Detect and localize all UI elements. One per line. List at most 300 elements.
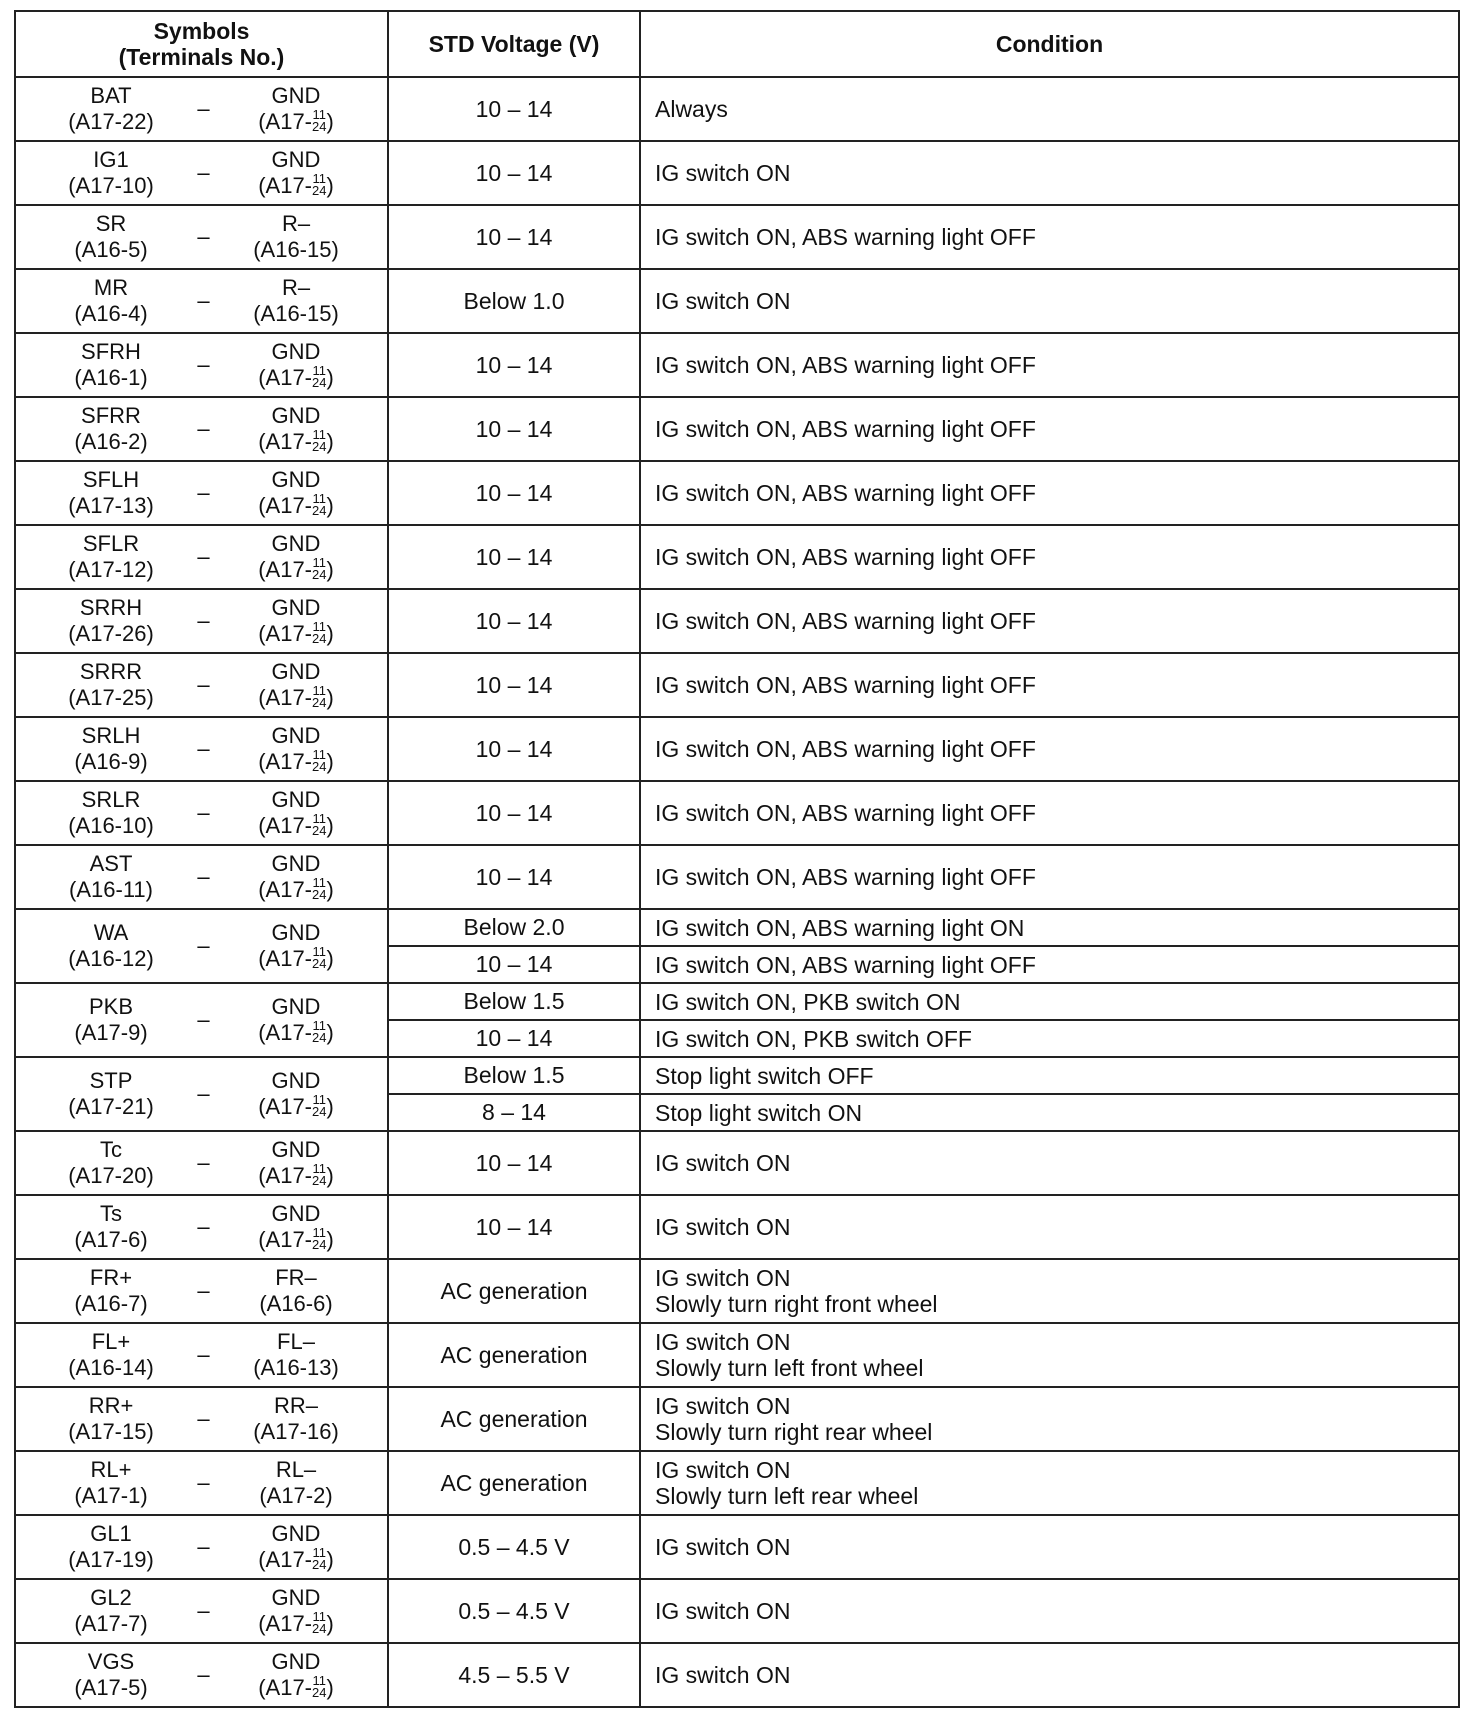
terminal-number: (A17-13) <box>68 493 154 518</box>
terminal-number: (A17- 11 24 ) <box>258 1609 334 1637</box>
condition-cell <box>640 525 1459 589</box>
fraction-top: 11 <box>312 875 326 891</box>
voltage-cell: 10 – 14 <box>388 397 640 461</box>
symbol-pair <box>16 595 387 647</box>
fraction-bottom: 24 <box>312 119 327 135</box>
terminal-dash: – <box>197 1278 210 1303</box>
terminal-to <box>231 531 361 583</box>
voltage-cell: 10 – 14 <box>388 653 640 717</box>
terminal-number: (A16-1) <box>74 365 148 390</box>
terminal-number: (A16-10) <box>68 813 154 838</box>
symbol-pair <box>16 339 387 391</box>
symbol-pair <box>16 1393 387 1445</box>
terminal-symbol: STP <box>89 1068 133 1093</box>
terminal-symbol: GND <box>271 83 321 108</box>
terminal-fraction <box>312 685 326 709</box>
table-row <box>15 1057 1459 1094</box>
terminal-from <box>46 1585 176 1637</box>
terminal-number: (A17- 11 24 ) <box>258 1225 334 1253</box>
condition-line: IG switch ON, ABS warning light OFF <box>655 736 1036 762</box>
terminal-from <box>46 275 176 327</box>
table-row <box>15 141 1459 205</box>
table-row <box>15 461 1459 525</box>
symbol-cell <box>15 845 388 909</box>
terminal-fraction <box>312 1675 326 1699</box>
terminal-symbol: Tc <box>100 1137 122 1162</box>
terminal-to <box>231 403 361 455</box>
terminal-dash: – <box>197 224 210 249</box>
terminal-fraction <box>312 493 326 517</box>
condition-line: Slowly turn left rear wheel <box>655 1483 919 1509</box>
fraction-top: 11 <box>312 811 326 827</box>
voltage-cell: 10 – 14 <box>388 1195 640 1259</box>
terminal-symbol: SFLH <box>82 467 140 492</box>
symbol-cell <box>15 1515 388 1579</box>
terminal-symbol: FR– <box>275 1265 317 1290</box>
table-row <box>15 909 1459 946</box>
condition-cell <box>640 1020 1459 1057</box>
terminal-fraction <box>312 1094 326 1118</box>
terminal-number: (A17- 11 24 ) <box>258 363 334 391</box>
terminal-number <box>253 1355 339 1381</box>
symbol-cell <box>15 983 388 1057</box>
terminal-number: (A16-14) <box>68 1355 154 1380</box>
condition-line: IG switch ON <box>655 1598 791 1624</box>
terminal-number: (A17- 11 24 ) <box>258 747 334 775</box>
terminal-from <box>46 787 176 839</box>
terminal-number: (A17-19) <box>68 1547 154 1572</box>
terminal-symbol: GND <box>271 467 321 492</box>
fraction-bottom: 24 <box>312 1557 327 1573</box>
terminal-symbol: SFRR <box>81 403 141 428</box>
terminal-number: (A17-5) <box>74 1675 148 1700</box>
terminal-from <box>46 1393 176 1445</box>
terminal-symbol: RL– <box>275 1457 317 1482</box>
terminal-number: (A17-25) <box>68 685 154 710</box>
terminal-from <box>46 467 176 519</box>
table-row <box>15 77 1459 141</box>
terminal-to <box>231 851 361 903</box>
terminal-dash: – <box>197 160 210 185</box>
terminal-symbol: SFLR <box>82 531 140 556</box>
terminal-voltage-table <box>14 10 1460 1708</box>
terminal-symbol: GND <box>271 1201 321 1226</box>
terminal-number: (A17- 11 24 ) <box>258 171 334 199</box>
terminal-number: (A17- 11 24 ) <box>258 944 334 972</box>
condition-line: IG switch ON, ABS warning light OFF <box>655 608 1036 634</box>
fraction-top: 11 <box>312 944 326 960</box>
symbol-pair <box>16 1201 387 1253</box>
condition-cell <box>640 983 1459 1020</box>
condition-line: Stop light switch ON <box>655 1099 863 1126</box>
symbol-pair <box>16 147 387 199</box>
terminal-symbol: SRRH <box>79 595 143 620</box>
table-row <box>15 1579 1459 1643</box>
terminal-number: (A16-5) <box>74 237 148 262</box>
terminal-symbol: PKB <box>88 994 134 1019</box>
condition-cell <box>640 717 1459 781</box>
terminal-dash: – <box>197 416 210 441</box>
fraction-bottom: 24 <box>312 631 327 647</box>
terminal-number: (A17- 11 24 ) <box>258 1545 334 1573</box>
terminal-symbol: GND <box>271 531 321 556</box>
symbol-pair <box>16 1137 387 1189</box>
fraction-bottom: 24 <box>312 1173 327 1189</box>
symbol-cell <box>15 653 388 717</box>
terminal-dash: – <box>197 288 210 313</box>
condition-line: IG switch ON, ABS warning light OFF <box>655 224 1036 250</box>
fraction-bottom: 24 <box>312 1030 327 1046</box>
condition-cell <box>640 269 1459 333</box>
condition-cell <box>640 205 1459 269</box>
terminal-number-prefix: (A17- <box>258 557 312 582</box>
terminal-from <box>46 403 176 455</box>
symbol-cell <box>15 141 388 205</box>
terminal-to <box>231 1649 361 1701</box>
table-header-row <box>15 11 1459 77</box>
condition-cell <box>640 77 1459 141</box>
terminal-number-prefix: (A17- <box>258 946 312 971</box>
terminal-number: (A17- 11 24 ) <box>258 1092 334 1120</box>
terminal-number: (A16-7) <box>74 1291 148 1316</box>
table-row <box>15 269 1459 333</box>
symbol-cell <box>15 77 388 141</box>
voltage-cell: 10 – 14 <box>388 1020 640 1057</box>
symbol-cell <box>15 781 388 845</box>
fraction-top: 11 <box>312 683 326 699</box>
terminal-number-prefix: (A17- <box>258 493 312 518</box>
terminal-number-prefix: (A17- <box>258 1547 312 1572</box>
header-symbols <box>15 11 388 77</box>
symbol-cell <box>15 589 388 653</box>
terminal-to <box>231 1393 361 1445</box>
terminal-from <box>46 531 176 583</box>
terminal-dash: – <box>197 1598 210 1623</box>
terminal-fraction <box>312 1020 326 1044</box>
terminal-number: (A17-26) <box>68 621 154 646</box>
condition-cell <box>640 1259 1459 1323</box>
terminal-number-prefix: (A17- <box>258 173 312 198</box>
fraction-bottom: 24 <box>312 567 327 583</box>
terminal-number: (A17- 11 24 ) <box>258 555 334 583</box>
condition-line: Always <box>655 96 728 122</box>
voltage-cell: 10 – 14 <box>388 946 640 983</box>
terminal-symbol: SRRR <box>79 659 143 684</box>
terminal-symbol: SR <box>95 211 127 236</box>
terminal-fraction <box>312 1227 326 1251</box>
voltage-cell: 10 – 14 <box>388 141 640 205</box>
terminal-dash: – <box>197 1150 210 1175</box>
condition-cell <box>640 909 1459 946</box>
terminal-symbol: WA <box>93 920 129 945</box>
terminal-number: (A16-12) <box>68 946 154 971</box>
terminal-fraction <box>312 557 326 581</box>
terminal-from <box>46 1649 176 1701</box>
terminal-to <box>231 1265 361 1317</box>
terminal-number-prefix: (A16-15) <box>253 237 339 262</box>
terminal-symbol: SRLR <box>81 787 141 812</box>
symbol-pair <box>16 211 387 263</box>
terminal-fraction <box>312 813 326 837</box>
terminal-from <box>46 339 176 391</box>
voltage-cell: 4.5 – 5.5 V <box>388 1643 640 1707</box>
fraction-top: 11 <box>312 1673 326 1689</box>
terminal-symbol: GND <box>271 787 321 812</box>
terminal-dash: – <box>197 1081 210 1106</box>
condition-cell <box>640 1515 1459 1579</box>
voltage-cell: 10 – 14 <box>388 589 640 653</box>
terminal-number-prefix: (A17- <box>258 109 312 134</box>
terminal-symbol: MR <box>93 275 129 300</box>
fraction-top: 11 <box>312 491 326 507</box>
condition-cell <box>640 1643 1459 1707</box>
terminal-number: (A17-10) <box>68 173 154 198</box>
terminal-symbol: GND <box>271 595 321 620</box>
fraction-top: 11 <box>312 107 326 123</box>
terminal-number-prefix: (A17-16) <box>253 1419 339 1444</box>
condition-line: IG switch ON <box>655 288 791 314</box>
condition-cell <box>640 1323 1459 1387</box>
condition-cell <box>640 589 1459 653</box>
table-row <box>15 1323 1459 1387</box>
condition-line: IG switch ON, ABS warning light OFF <box>655 800 1036 826</box>
symbol-cell <box>15 1579 388 1643</box>
terminal-symbol: GND <box>271 1649 321 1674</box>
symbol-pair <box>16 1265 387 1317</box>
terminal-fraction <box>312 1163 326 1187</box>
symbol-pair <box>16 659 387 711</box>
symbol-cell <box>15 1057 388 1131</box>
terminal-to <box>231 1329 361 1381</box>
terminal-symbol: GND <box>271 851 321 876</box>
condition-cell <box>640 781 1459 845</box>
terminal-symbol: FL+ <box>91 1329 131 1354</box>
terminal-number: (A17-15) <box>68 1419 154 1444</box>
terminal-dash: – <box>197 608 210 633</box>
terminal-fraction <box>312 1547 326 1571</box>
fraction-bottom: 24 <box>312 375 327 391</box>
terminal-number: (A17-1) <box>74 1483 148 1508</box>
terminal-from <box>46 1329 176 1381</box>
header-condition: Condition <box>640 11 1459 77</box>
fraction-bottom: 24 <box>312 1685 327 1701</box>
terminal-dash: – <box>197 544 210 569</box>
terminal-from <box>46 1521 176 1573</box>
symbol-cell <box>15 1323 388 1387</box>
terminal-to <box>231 1068 361 1120</box>
fraction-top: 11 <box>312 1092 326 1108</box>
condition-line: IG switch ON, ABS warning light OFF <box>655 480 1036 506</box>
voltage-cell: Below 2.0 <box>388 909 640 946</box>
symbol-cell <box>15 1259 388 1323</box>
terminal-symbol: GND <box>271 1137 321 1162</box>
terminal-from <box>46 1137 176 1189</box>
terminal-symbol: FR+ <box>89 1265 133 1290</box>
terminal-dash: – <box>197 1662 210 1687</box>
fraction-top: 11 <box>312 427 326 443</box>
terminal-number: (A17- 11 24 ) <box>258 1018 334 1046</box>
terminal-from <box>46 851 176 903</box>
terminal-fraction <box>312 173 326 197</box>
terminal-number: (A17- 11 24 ) <box>258 683 334 711</box>
voltage-cell: Below 1.5 <box>388 983 640 1020</box>
symbol-pair <box>16 275 387 327</box>
condition-line: IG switch ON, PKB switch OFF <box>655 1025 972 1052</box>
fraction-top: 11 <box>312 1609 326 1625</box>
symbol-cell <box>15 333 388 397</box>
terminal-symbol: SFRH <box>81 339 141 364</box>
terminal-dash: – <box>197 1406 210 1431</box>
terminal-fraction <box>312 365 326 389</box>
condition-line: Stop light switch OFF <box>655 1062 874 1089</box>
voltage-cell: 10 – 14 <box>388 781 640 845</box>
terminal-number-prefix: (A17- <box>258 1611 312 1636</box>
fraction-bottom: 24 <box>312 887 327 903</box>
terminal-fraction <box>312 749 326 773</box>
fraction-bottom: 24 <box>312 823 327 839</box>
fraction-top: 11 <box>312 1225 326 1241</box>
terminal-dash: – <box>197 1470 210 1495</box>
condition-cell <box>640 1387 1459 1451</box>
symbol-pair <box>16 723 387 775</box>
terminal-number-prefix: (A17- <box>258 365 312 390</box>
terminal-fraction <box>312 429 326 453</box>
terminal-symbol: GL1 <box>90 1521 132 1546</box>
condition-line: IG switch ON <box>655 1393 791 1419</box>
terminal-to <box>231 1585 361 1637</box>
condition-line: IG switch ON <box>655 1534 791 1560</box>
table-row <box>15 781 1459 845</box>
condition-line: IG switch ON <box>655 1265 791 1291</box>
terminal-symbol: Ts <box>100 1201 122 1226</box>
terminal-number <box>253 237 339 263</box>
table-row <box>15 1387 1459 1451</box>
condition-line: IG switch ON, ABS warning light OFF <box>655 864 1036 890</box>
terminal-to <box>231 920 361 972</box>
terminal-to <box>231 1521 361 1573</box>
terminal-number: (A17-20) <box>68 1163 154 1188</box>
voltage-cell: 10 – 14 <box>388 525 640 589</box>
symbol-pair <box>16 1068 387 1120</box>
condition-line: Slowly turn right front wheel <box>655 1291 938 1317</box>
condition-line: IG switch ON <box>655 1214 791 1240</box>
terminal-number: (A17-6) <box>74 1227 148 1252</box>
terminal-from <box>46 920 176 972</box>
voltage-cell: Below 1.5 <box>388 1057 640 1094</box>
terminal-number: (A16-2) <box>74 429 148 454</box>
condition-line: IG switch ON <box>655 1662 791 1688</box>
fraction-bottom: 24 <box>312 183 327 199</box>
terminal-dash: – <box>197 1534 210 1559</box>
table-row <box>15 1259 1459 1323</box>
terminal-number-prefix: (A17- <box>258 429 312 454</box>
table-row <box>15 845 1459 909</box>
terminal-from <box>46 1068 176 1120</box>
symbol-cell <box>15 717 388 781</box>
symbol-pair <box>16 403 387 455</box>
terminal-number-prefix: (A16-15) <box>253 301 339 326</box>
symbol-cell <box>15 1387 388 1451</box>
terminal-number: (A17- 11 24 ) <box>258 811 334 839</box>
table-row <box>15 589 1459 653</box>
condition-cell <box>640 1094 1459 1131</box>
symbol-pair <box>16 83 387 135</box>
voltage-spec-document <box>14 10 1458 1708</box>
condition-line: IG switch ON, ABS warning light OFF <box>655 352 1036 378</box>
voltage-cell: AC generation <box>388 1323 640 1387</box>
terminal-number: (A17- 11 24 ) <box>258 1161 334 1189</box>
terminal-number-prefix: (A17- <box>258 1094 312 1119</box>
terminal-symbol: GND <box>271 994 321 1019</box>
symbol-pair <box>16 531 387 583</box>
terminal-symbol: GND <box>271 1068 321 1093</box>
condition-line: IG switch ON, ABS warning light OFF <box>655 544 1036 570</box>
table-row <box>15 1131 1459 1195</box>
terminal-from <box>46 659 176 711</box>
symbol-pair <box>16 1649 387 1701</box>
terminal-number-prefix: (A17- <box>258 621 312 646</box>
terminal-dash: – <box>197 1342 210 1367</box>
terminal-symbol: GND <box>271 403 321 428</box>
fraction-bottom: 24 <box>312 439 327 455</box>
symbol-pair <box>16 1585 387 1637</box>
condition-line: IG switch ON, PKB switch ON <box>655 988 961 1015</box>
terminal-number <box>253 1419 339 1445</box>
terminal-to <box>231 339 361 391</box>
terminal-dash: – <box>197 1007 210 1032</box>
terminal-number: (A17- 11 24 ) <box>258 427 334 455</box>
condition-line: Slowly turn right rear wheel <box>655 1419 933 1445</box>
symbol-pair <box>16 1329 387 1381</box>
terminal-number: (A17- 11 24 ) <box>258 875 334 903</box>
symbol-pair <box>16 920 387 972</box>
voltage-cell: 10 – 14 <box>388 77 640 141</box>
terminal-symbol: RR– <box>273 1393 318 1418</box>
terminal-symbol: GND <box>271 659 321 684</box>
table-row <box>15 1195 1459 1259</box>
terminal-number: (A17- 11 24 ) <box>258 1673 334 1701</box>
fraction-bottom: 24 <box>312 956 327 972</box>
voltage-cell: AC generation <box>388 1387 640 1451</box>
terminal-number-prefix: (A17- <box>258 813 312 838</box>
voltage-cell: 10 – 14 <box>388 845 640 909</box>
terminal-to <box>231 467 361 519</box>
terminal-number-prefix: (A17- <box>258 1020 312 1045</box>
condition-cell <box>640 461 1459 525</box>
terminal-symbol: AST <box>89 851 133 876</box>
condition-line: IG switch ON <box>655 160 791 186</box>
terminal-dash: – <box>197 672 210 697</box>
fraction-bottom: 24 <box>312 1621 327 1637</box>
symbol-cell <box>15 525 388 589</box>
condition-cell <box>640 1451 1459 1515</box>
condition-cell <box>640 397 1459 461</box>
terminal-to <box>231 1457 361 1509</box>
fraction-top: 11 <box>312 619 326 635</box>
terminal-to <box>231 595 361 647</box>
fraction-top: 11 <box>312 555 326 571</box>
table-body <box>15 77 1459 1707</box>
terminal-from <box>46 211 176 263</box>
terminal-number-prefix: (A17- <box>258 1163 312 1188</box>
header-symbols-line2: (Terminals No.) <box>118 44 285 70</box>
table-row <box>15 205 1459 269</box>
terminal-number-prefix: (A17- <box>258 877 312 902</box>
terminal-from <box>46 595 176 647</box>
condition-line: Slowly turn left front wheel <box>655 1355 924 1381</box>
terminal-number-prefix: (A17- <box>258 749 312 774</box>
terminal-to <box>231 83 361 135</box>
